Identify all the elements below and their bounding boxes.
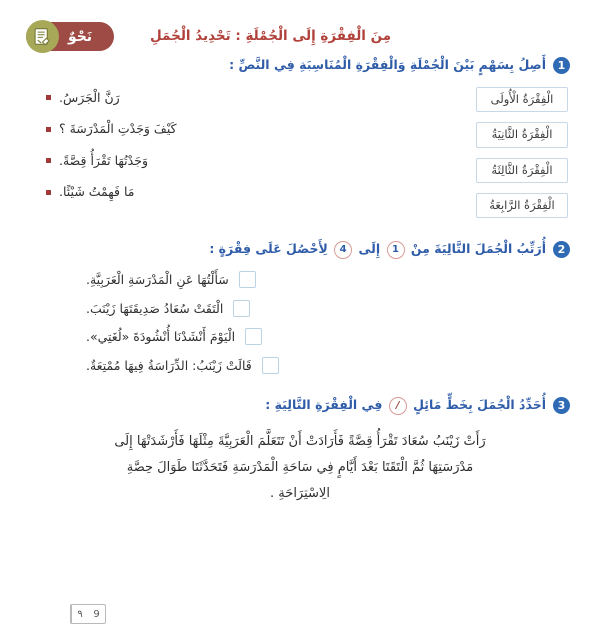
matching-sentence-list [46, 89, 476, 201]
range-from-badge: 1 [387, 241, 405, 259]
exercise-2 [0, 240, 600, 374]
exercise-2-instruction-part2: إِلَى [358, 241, 381, 257]
subject-badge [20, 20, 128, 54]
ordering-sentence-4: قَالَتْ زَيْنَبُ: الدِّرَاسَةُ فِيهَا مُمْتِعَةٌ. [86, 357, 252, 373]
ordering-sentence-1: سَأَلْتُهَا عَنِ الْمَدْرَسَةِ الْعَرَبِيَّةِ. [86, 272, 229, 287]
order-input-box-3[interactable] [245, 328, 262, 345]
list-item[interactable] [86, 271, 512, 289]
square-bullet-icon [46, 158, 51, 163]
exercise-3-instruction-row [26, 396, 574, 415]
exercise-3-paragraph[interactable]: رَأَتْ زَيْنَبُ سُعَادَ تَقْرَأُ قِصَّةً فَأَرَادَتْ أَنْ تَتَعَلَّمَ الْعَرَبِيَّةَ مِثْلَهَا فَأَرْشَدَتْهَا إِلَى مَدْرَسَتِهَا ثُمَّ الْتَقَتَا بَعْدَ أَيَّامٍ فِي سَاحَةِ الْمَدْرَسَةِ فَتَحَدَّثَتَا طَوَالَ حِصَّةِ الِاسْتِرَاحَةِ . [114, 433, 486, 501]
square-bullet-icon [46, 127, 51, 132]
exercise-3-number: 3 [553, 397, 570, 414]
exercise-2-number: 2 [553, 241, 570, 258]
exercise-3-paragraph-block [26, 429, 574, 507]
square-bullet-icon [46, 190, 51, 195]
exercise-2-instruction [209, 240, 546, 259]
slash-mark-icon: / [389, 397, 407, 415]
order-input-box-2[interactable] [233, 300, 250, 317]
section-spacer [0, 218, 600, 240]
list-item[interactable] [46, 120, 466, 138]
matching-sentence-4: مَا فَهِمْتُ شَيْئًا. [59, 184, 135, 200]
page-number-latin: 9 [93, 608, 100, 620]
exercise-1 [0, 56, 600, 218]
paragraph-label-boxes [476, 87, 568, 219]
order-input-box-1[interactable] [239, 271, 256, 288]
page-number-footer [70, 604, 106, 624]
exercise-1-matching-area [26, 87, 574, 219]
exercise-2-instruction-part1: أُرَتِّبُ الْجُمَلَ التَّالِيَةَ مِنْ [410, 241, 546, 257]
subject-badge-label: نَحْوٌ [67, 28, 93, 45]
list-item[interactable] [46, 89, 466, 107]
matching-sentence-2: كَيْفَ وَجَدْتِ الْمَدْرَسَةَ ؟ [59, 121, 177, 137]
exercise-1-number: 1 [553, 57, 570, 74]
range-to-badge: 4 [334, 241, 352, 259]
exercise-3-instruction-part1: أُحَدِّدُ الْجُمَلَ بِخَطٍّ مَائِلٍ [413, 397, 546, 412]
list-item[interactable] [86, 300, 512, 318]
matching-sentence-3: وَجَدْتُهَا تَقْرَأُ قِصَّةً. [59, 152, 148, 168]
matching-sentence-1: رَنَّ الْجَرَسُ. [59, 89, 120, 105]
order-input-box-4[interactable] [262, 357, 279, 374]
paragraph-box-1[interactable]: الْفِقْرَةُ الْأُولَى [476, 87, 568, 112]
exercise-1-instruction: أَصِلُ بِسَهْمٍ بَيْنَ الْجُمْلَةِ وَالْفِقْرَةِ الْمُنَاسِبَةِ فِي النَّصِّ : [229, 57, 546, 72]
list-item[interactable] [86, 328, 512, 346]
exercise-3 [0, 396, 600, 507]
exercise-2-instruction-part3: لِأَحْصُلَ عَلَى فِقْرَةٍ : [209, 241, 328, 257]
exercise-2-instruction-row [26, 240, 574, 259]
paragraph-box-3[interactable]: الْفِقْرَةُ الثَّالِثَةُ [476, 158, 568, 183]
list-item[interactable] [46, 183, 466, 201]
paragraph-box-4[interactable]: الْفِقْرَةُ الرَّابِعَةُ [476, 193, 568, 218]
page-number-arabic: ٩ [71, 605, 88, 623]
ordering-sentence-list [26, 271, 574, 374]
list-item[interactable] [86, 357, 512, 375]
paragraph-box-2[interactable]: الْفِقْرَةُ الثَّانِيَةُ [476, 122, 568, 147]
lesson-title: مِنَ الْفِقْرَةِ إِلَى الْجُمْلَةِ : تَحْدِيدُ الْجُمَلِ [150, 28, 392, 45]
exercise-1-instruction-row [26, 56, 574, 75]
page-header [0, 0, 600, 56]
ordering-sentence-2: الْتَقَتْ سُعَادُ صَدِيقَتَهَا زَيْنَبَ. [86, 300, 224, 316]
notebook-pencil-icon [26, 20, 59, 53]
exercise-3-instruction [265, 396, 546, 415]
square-bullet-icon [46, 95, 51, 100]
section-spacer [0, 374, 600, 396]
exercise-3-instruction-part2: فِي الْفِقْرَةِ التَّالِيَةِ : [265, 397, 383, 412]
ordering-sentence-3: الْيَوْمَ أَنْشَدْنَا أُنْشُودَةَ «لُغَتِي». [86, 329, 236, 344]
list-item[interactable] [46, 152, 466, 170]
